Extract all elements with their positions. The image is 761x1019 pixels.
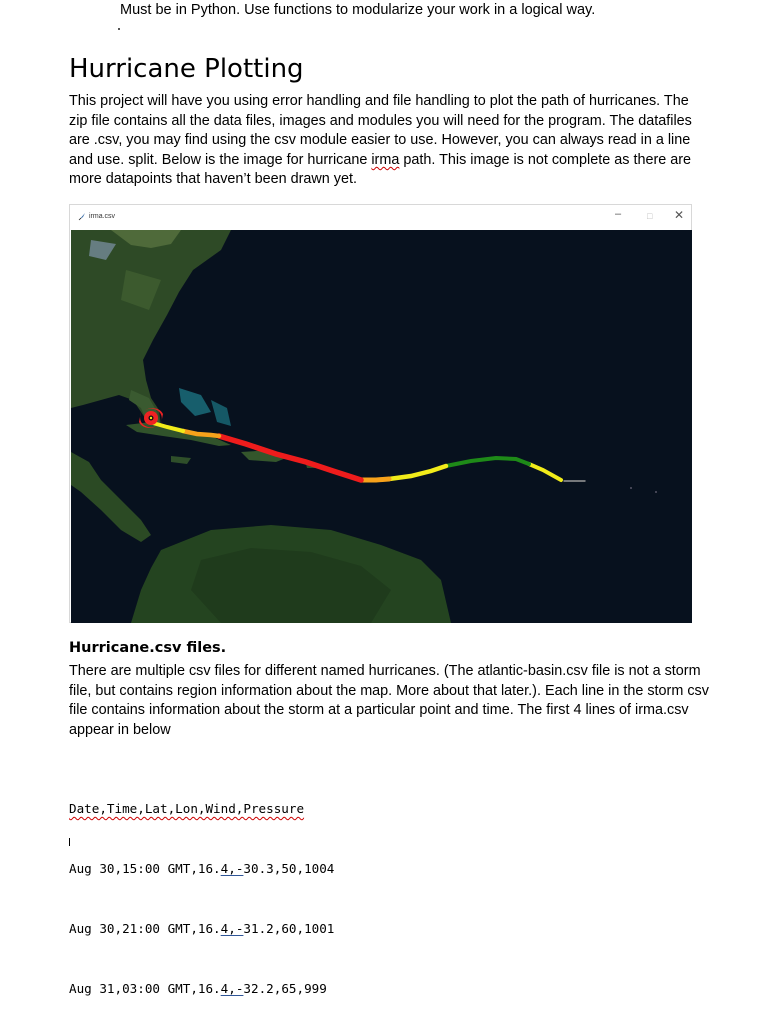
csv-row-1-marked: 4,-	[220, 861, 244, 876]
minimize-button[interactable]: –	[615, 208, 622, 220]
csv-header-line: Date,Time,Lat,Lon,Wind,Pressure	[69, 801, 305, 816]
csv-row-1-suffix: 30.3,50,1004	[243, 861, 335, 876]
csv-line	[69, 799, 334, 819]
maximize-button[interactable]: □	[647, 211, 653, 221]
window-title: irma.csv	[89, 213, 116, 220]
csv-line	[69, 979, 334, 999]
window-titlebar	[70, 205, 691, 230]
csv-line	[69, 919, 334, 939]
csv-row-1-prefix: Aug 30,15:00 GMT,16.	[69, 861, 221, 876]
feather-icon	[78, 212, 86, 221]
csv-description-paragraph: There are multiple csv files for different named hurricanes. (The atlantic-basin.csv file is not a storm file, but contains region information about the map. More about that later.). Each line in the storm csv file contains information about the storm at a particular point and time. The first 4 lines of irma.csv appear in below	[69, 663, 709, 738]
intro-paragraph-part1: This project will have you using error handling and file handling to plot the path of hurricanes. The zip file contains all the data files, images and modules you will need for the program. The datafiles are .csv, you may find using the csv module easier to use. However, you can always read in a line and use. split. Below is the image for hurricane	[69, 93, 692, 168]
text-cursor	[69, 838, 70, 846]
close-button[interactable]: ✕	[674, 208, 685, 222]
intro-paragraph	[69, 92, 709, 190]
csv-row-3-marked: 4,-	[220, 981, 244, 996]
csv-row-2-marked: 4,-	[220, 921, 244, 936]
spelling-flagged-word: irma	[371, 151, 400, 168]
csv-row-3-suffix: 32.2,65,999	[243, 981, 327, 996]
csv-row-3-prefix: Aug 31,03:00 GMT,16.	[69, 981, 221, 996]
text-cursor-mark	[118, 28, 120, 30]
csv-line	[69, 859, 334, 879]
intro-line: Must be in Python. Use functions to modularize your work in a logical way.	[120, 2, 596, 18]
irma-plot-window	[69, 204, 692, 623]
hurricane-map	[71, 230, 692, 623]
island-dot	[655, 491, 657, 493]
csv-row-2-suffix: 31.2,60,1001	[243, 921, 335, 936]
section-heading: Hurricane.csv files.	[69, 640, 227, 656]
page-title: Hurricane Plotting	[69, 54, 304, 84]
intro-paragraph-part2: path. This image is not complete as there are more datapoints that haven’t been drawn yet.	[69, 151, 692, 188]
csv-code-sample	[69, 759, 334, 1019]
island-dot	[630, 487, 632, 489]
track-segment-orange-mid	[361, 479, 389, 480]
csv-row-2-prefix: Aug 30,21:00 GMT,16.	[69, 921, 221, 936]
